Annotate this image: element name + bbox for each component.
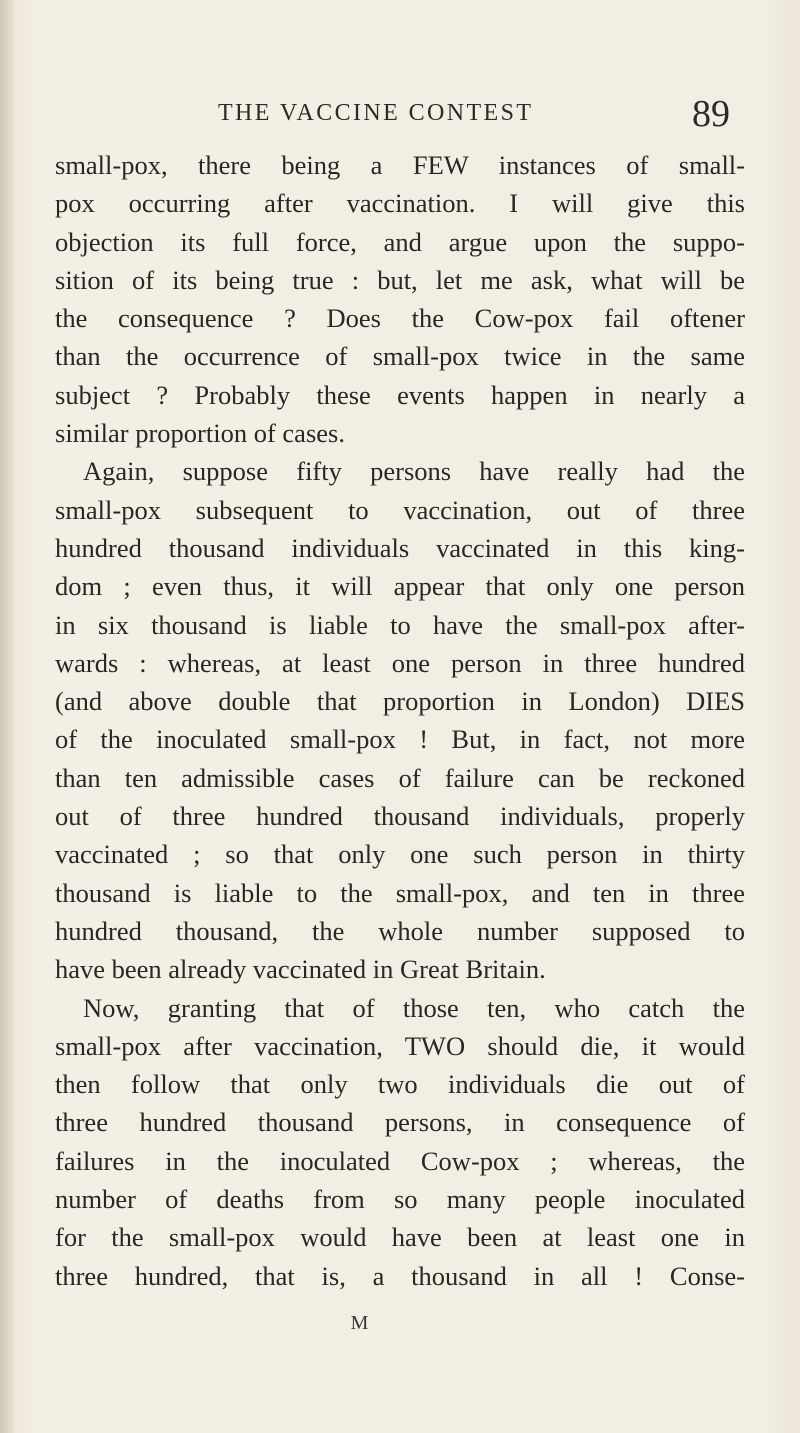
- text-line: hundred thousand individuals vaccinated in this king-: [55, 532, 745, 563]
- text-line: small-pox after vaccination, TWO should die, it would: [55, 1030, 745, 1061]
- text-line: then follow that only two individuals die out of: [55, 1069, 745, 1100]
- text-line: the consequence ? Does the Cow-pox fail oftener: [55, 303, 745, 334]
- text-line: hundred thousand, the whole number supposed to: [55, 915, 745, 946]
- signature-mark: [0, 1312, 800, 1335]
- text-line: of the inoculated small-pox ! But, in fact, not more: [55, 724, 745, 755]
- text-line: wards : whereas, at least one person in three hundred: [55, 647, 745, 678]
- text-line: dom ; even thus, it will appear that only one person: [55, 571, 745, 602]
- text-line: three hundred, that is, a thousand in all ! Conse-: [55, 1260, 745, 1291]
- page-gutter-shadow: [0, 0, 14, 1433]
- text-line: small-pox, there being a FEW instances of small-: [55, 150, 745, 180]
- text-line: out of three hundred thousand individuals, properly: [55, 801, 745, 832]
- text-line: vaccinated ; so that only one such person in thirty: [55, 839, 745, 870]
- text-line: number of deaths from so many people inoculated: [55, 1184, 745, 1215]
- text-line: than ten admissible cases of failure can be reckoned: [55, 762, 745, 793]
- text-line: small-pox subsequent to vaccination, out of three: [55, 494, 745, 525]
- text-line: for the small-pox would have been at least one in: [55, 1222, 745, 1253]
- body-text: [55, 146, 745, 1295]
- text-line: in six thousand is liable to have the small-pox after-: [55, 609, 745, 640]
- text-line: pox occurring after vaccination. I will give this: [55, 188, 745, 219]
- text-line: thousand is liable to the small-pox, and ten in three: [55, 877, 745, 908]
- text-line: objection its full force, and argue upon the suppo-: [55, 226, 745, 257]
- text-line: have been already vaccinated in Great Britain.: [55, 954, 546, 985]
- running-title: THE VACCINE CONTEST: [218, 100, 534, 126]
- text-line: similar proportion of cases.: [55, 418, 345, 449]
- text-line: (and above double that proportion in London) DIES: [55, 686, 745, 717]
- running-head: [0, 92, 800, 142]
- text-line: failures in the inoculated Cow-pox ; whereas, the: [55, 1145, 745, 1176]
- text-line: Now, granting that of those ten, who catch the: [83, 992, 745, 1023]
- text-line: three hundred thousand persons, in consequence of: [55, 1107, 745, 1138]
- text-line: Again, suppose fifty persons have really had the: [83, 456, 745, 487]
- text-line: than the occurrence of small-pox twice in the same: [55, 341, 745, 372]
- text-line: subject ? Probably these events happen in nearly a: [55, 379, 745, 410]
- signature-letter: M: [350, 1312, 370, 1334]
- text-line: sition of its being true : but, let me ask, what will be: [55, 264, 745, 295]
- page-number: 89: [692, 93, 730, 135]
